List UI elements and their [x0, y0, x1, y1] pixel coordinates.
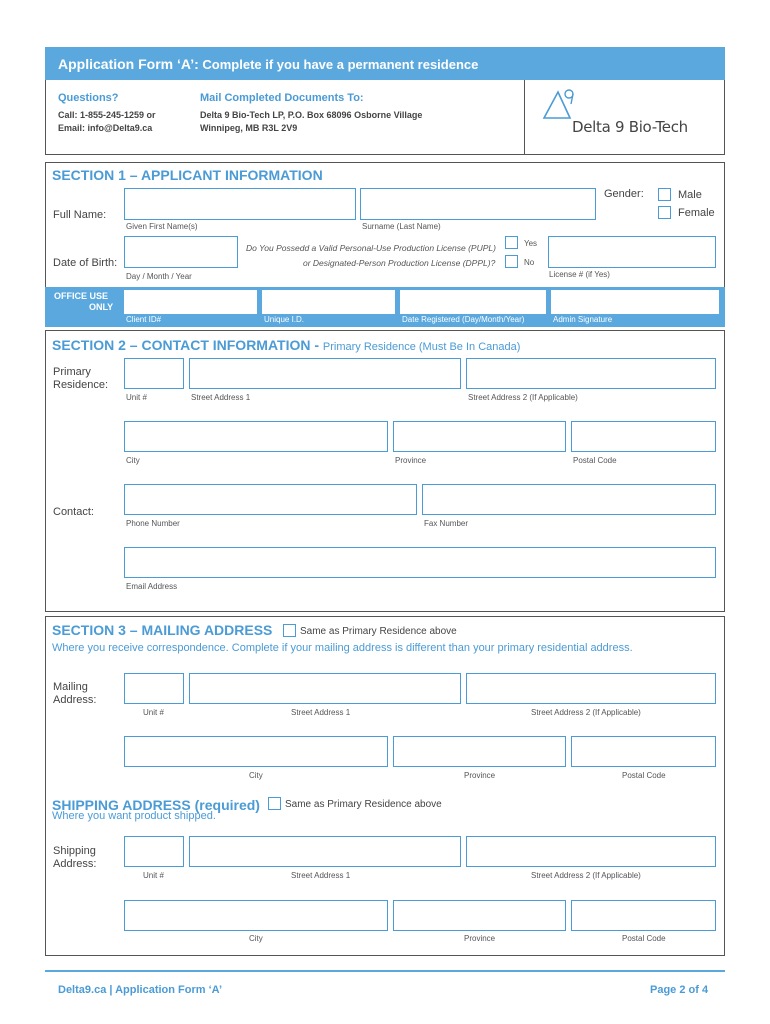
phone-caption: Phone Number — [126, 519, 180, 528]
shipping-city-caption: City — [249, 934, 263, 943]
office-use-label-1: OFFICE USE — [54, 291, 109, 301]
shipping-label-2: Address: — [53, 858, 97, 870]
mailing-label-1: Mailing — [53, 681, 88, 693]
male-checkbox[interactable] — [658, 188, 671, 201]
primary-province-field[interactable] — [393, 421, 566, 452]
unique-id-field[interactable] — [262, 290, 395, 314]
pupl-question-line2: or Designated-Person Production License (DPPL)? — [303, 258, 496, 268]
license-number-field[interactable] — [548, 236, 716, 268]
primary-unit-caption: Unit # — [126, 393, 147, 402]
primary-city-field[interactable] — [124, 421, 388, 452]
male-label: Male — [678, 189, 702, 201]
email-field[interactable] — [124, 547, 716, 578]
primary-postal-field[interactable] — [571, 421, 716, 452]
form-title-prefix: Application Form ‘A’: — [58, 56, 199, 72]
shipping-province-caption: Province — [464, 934, 496, 943]
mail-heading: Mail Completed Documents To: — [200, 92, 364, 104]
surname-field[interactable] — [360, 188, 596, 220]
admin-signature-caption: Admin Signature — [553, 315, 613, 324]
footer-page-number: Page 2 of 4 — [650, 984, 709, 996]
dob-caption: Day / Month / Year — [126, 272, 192, 281]
form-title — [58, 56, 478, 72]
mailing-street1-field[interactable] — [189, 673, 461, 704]
footer-rule — [45, 970, 725, 972]
section-3-title: SECTION 3 – MAILING ADDRESS — [52, 622, 273, 638]
pupl-no-checkbox[interactable] — [505, 255, 518, 268]
section-2-title-main: SECTION 2 – CONTACT INFORMATION - — [52, 337, 323, 353]
section-2-title-sub: Primary Residence (Must Be In Canada) — [322, 341, 521, 353]
pupl-question-line1: Do You Possedd a Valid Personal-Use Production License (PUPL) — [246, 243, 496, 253]
given-name-caption: Given First Name(s) — [126, 222, 198, 231]
client-id-field[interactable] — [124, 290, 257, 314]
contact-label: Contact: — [53, 506, 94, 518]
primary-residence-label-1: Primary — [53, 366, 91, 378]
shipping-province-field[interactable] — [393, 900, 566, 931]
office-use-label-2: ONLY — [89, 302, 114, 312]
primary-street2-field[interactable] — [466, 358, 716, 389]
mailing-label-2: Address: — [53, 694, 97, 706]
full-name-label: Full Name: — [53, 209, 107, 221]
primary-unit-field[interactable] — [124, 358, 184, 389]
dob-field[interactable] — [124, 236, 238, 268]
email-line: Email: info@Delta9.ca — [58, 123, 153, 133]
mailing-city-field[interactable] — [124, 736, 388, 767]
mailing-province-caption: Province — [464, 771, 496, 780]
mailing-city-caption: City — [249, 771, 263, 780]
primary-street1-caption: Street Address 1 — [191, 393, 251, 402]
email-caption: Email Address — [126, 582, 178, 591]
mailing-street1-caption: Street Address 1 — [291, 708, 351, 717]
shipping-same-as-checkbox[interactable] — [268, 797, 281, 810]
shipping-street2-field[interactable] — [466, 836, 716, 867]
dob-label: Date of Birth: — [53, 257, 118, 269]
primary-postal-caption: Postal Code — [573, 456, 617, 465]
form-title-rest: Complete if you have a permanent residence — [198, 57, 479, 72]
section-1-title: SECTION 1 – APPLICANT INFORMATION — [52, 167, 323, 183]
female-checkbox[interactable] — [658, 206, 671, 219]
shipping-title: SHIPPING ADDRESS (required) — [52, 797, 260, 813]
pupl-no-label: No — [524, 258, 535, 267]
delta-logo-icon — [540, 86, 580, 122]
section-2-title — [52, 337, 520, 353]
footer-left: Delta9.ca | Application Form ‘A’ — [58, 984, 223, 996]
primary-province-caption: Province — [395, 456, 427, 465]
given-name-field[interactable] — [124, 188, 356, 220]
mailing-postal-field[interactable] — [571, 736, 716, 767]
license-caption: License # (if Yes) — [549, 270, 610, 279]
admin-signature-field[interactable] — [551, 290, 719, 314]
primary-street2-caption: Street Address 2 (If Applicable) — [468, 393, 578, 402]
mailing-same-as-checkbox[interactable] — [283, 624, 296, 637]
questions-heading: Questions? — [58, 92, 119, 104]
female-label: Female — [678, 207, 715, 219]
gender-label: Gender: — [604, 188, 644, 200]
mailing-street2-field[interactable] — [466, 673, 716, 704]
shipping-postal-field[interactable] — [571, 900, 716, 931]
shipping-subtitle: Where you want product shipped. — [52, 810, 216, 822]
mailing-province-field[interactable] — [393, 736, 566, 767]
mailing-unit-field[interactable] — [124, 673, 184, 704]
phone-field[interactable] — [124, 484, 417, 515]
client-id-caption: Client ID# — [126, 315, 162, 324]
mailing-street2-caption: Street Address 2 (If Applicable) — [531, 708, 641, 717]
unique-id-caption: Unique I.D. — [264, 315, 305, 324]
header-divider — [524, 80, 525, 155]
section-3-subtitle: Where you receive correspondence. Complete if your mailing address is different than your primary residential address. — [52, 642, 633, 654]
pupl-yes-checkbox[interactable] — [505, 236, 518, 249]
shipping-same-as-label: Same as Primary Residence above — [285, 799, 442, 810]
surname-caption: Surname (Last Name) — [362, 222, 441, 231]
fax-field[interactable] — [422, 484, 716, 515]
shipping-city-field[interactable] — [124, 900, 388, 931]
shipping-street2-caption: Street Address 2 (If Applicable) — [531, 871, 641, 880]
shipping-street1-caption: Street Address 1 — [291, 871, 351, 880]
shipping-label-1: Shipping — [53, 845, 96, 857]
primary-residence-label-2: Residence: — [53, 379, 109, 391]
date-registered-field[interactable] — [400, 290, 546, 314]
fax-caption: Fax Number — [424, 519, 469, 528]
shipping-street1-field[interactable] — [189, 836, 461, 867]
mail-line2: Winnipeg, MB R3L 2V9 — [200, 123, 298, 133]
mailing-same-as-label: Same as Primary Residence above — [300, 626, 457, 637]
mail-line1: Delta 9 Bio-Tech LP, P.O. Box 68096 Osborne Village — [200, 110, 423, 120]
date-registered-caption: Date Registered (Day/Month/Year) — [402, 315, 525, 324]
mailing-postal-caption: Postal Code — [622, 771, 666, 780]
primary-city-caption: City — [126, 456, 140, 465]
mailing-unit-caption: Unit # — [143, 708, 164, 717]
shipping-unit-caption: Unit # — [143, 871, 164, 880]
shipping-unit-field[interactable] — [124, 836, 184, 867]
shipping-postal-caption: Postal Code — [622, 934, 666, 943]
logo-text: Delta 9 Bio-Tech — [572, 118, 688, 136]
call-line: Call: 1-855-245-1259 or — [58, 110, 156, 120]
pupl-yes-label: Yes — [524, 239, 538, 248]
primary-street1-field[interactable] — [189, 358, 461, 389]
